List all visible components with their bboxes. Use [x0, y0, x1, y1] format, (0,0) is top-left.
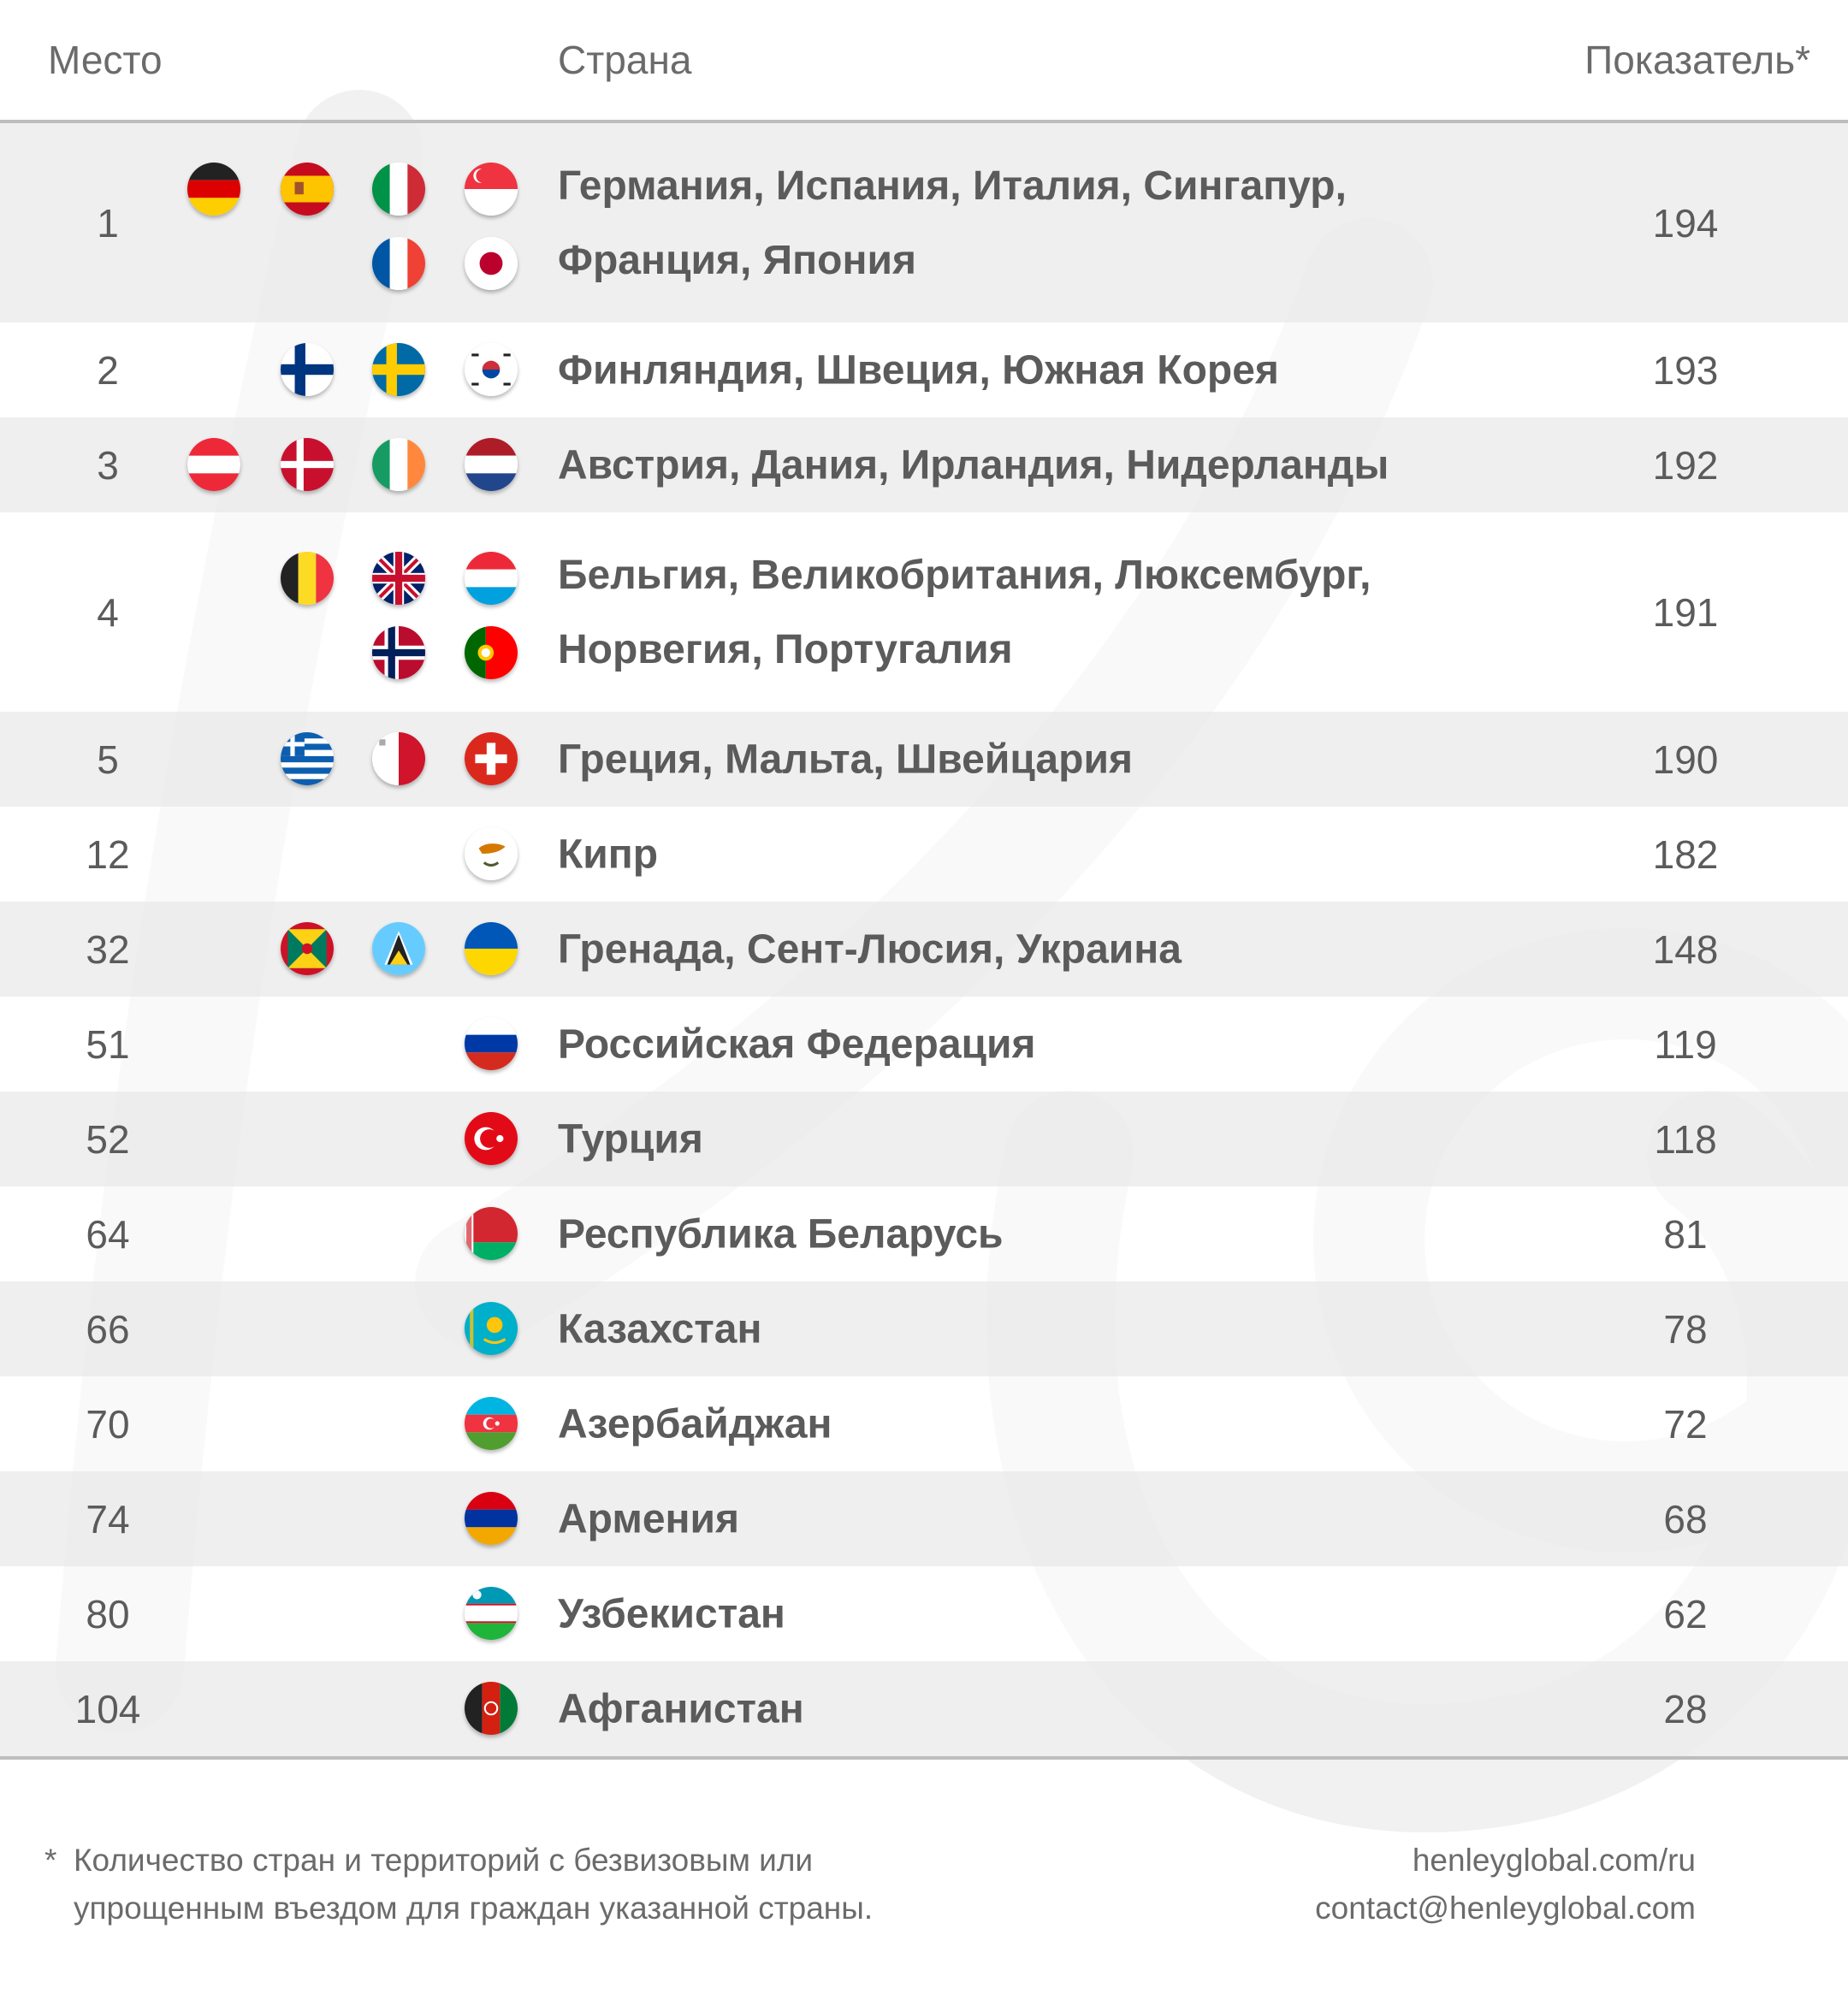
rank-cell: 2: [97, 347, 119, 393]
norway-flag-icon: [372, 626, 425, 679]
country-line: Афганистан: [558, 1686, 804, 1731]
score-cell: 191: [1652, 589, 1719, 635]
japan-flag-icon: [465, 237, 518, 290]
country-line: Австрия, Дания, Ирландия, Нидерланды: [558, 442, 1389, 488]
table-row: [0, 902, 1848, 997]
rank-cell: 5: [97, 737, 119, 782]
south-korea-flag-icon: [465, 343, 518, 396]
table-row: [0, 807, 1848, 902]
table-row: [0, 1186, 1848, 1281]
table-row: [0, 417, 1848, 512]
country-names: [558, 1482, 1413, 1556]
score-cell: 28: [1663, 1686, 1708, 1731]
contact-info: [1315, 1837, 1696, 1932]
switzerland-flag-icon: [465, 732, 518, 785]
score-cell: 81: [1663, 1211, 1708, 1257]
table-row: [0, 1661, 1848, 1756]
country-names: [558, 1387, 1413, 1461]
header-country: Страна: [558, 38, 692, 82]
score-cell: 190: [1652, 737, 1719, 782]
russia-flag-icon: [465, 1017, 518, 1070]
rank-cell: 32: [86, 926, 130, 972]
country-names: [558, 333, 1413, 407]
turkey-flag-icon: [465, 1112, 518, 1165]
finland-flag-icon: [281, 343, 334, 396]
luxembourg-flag-icon: [465, 552, 518, 605]
malta-flag-icon: [372, 732, 425, 785]
table-row: [0, 1566, 1848, 1661]
country-line: Финляндия, Швеция, Южная Корея: [558, 347, 1279, 393]
table-row: [0, 1376, 1848, 1471]
website-link[interactable]: henleyglobal.com/ru: [1412, 1843, 1696, 1878]
country-line: Республика Беларусь: [558, 1211, 1004, 1257]
country-line: Узбекистан: [558, 1591, 785, 1636]
table-row: [0, 997, 1848, 1092]
score-cell: 72: [1663, 1401, 1708, 1447]
rank-cell: 74: [86, 1496, 130, 1541]
sweden-flag-icon: [372, 343, 425, 396]
france-flag-icon: [372, 237, 425, 290]
table-row: [0, 712, 1848, 807]
ireland-flag-icon: [372, 438, 425, 491]
saint-lucia-flag-icon: [372, 922, 425, 975]
afghanistan-flag-icon: [465, 1682, 518, 1735]
greece-flag-icon: [281, 732, 334, 785]
country-names: [558, 428, 1413, 502]
uzbekistan-flag-icon: [465, 1587, 518, 1640]
country-names: [558, 538, 1413, 687]
country-names: [558, 1292, 1413, 1366]
email-link[interactable]: contact@henleyglobal.com: [1315, 1891, 1696, 1926]
table-row: [0, 322, 1848, 417]
grenada-flag-icon: [281, 922, 334, 975]
country-line: Германия, Испания, Италия, Сингапур,: [558, 163, 1347, 209]
spain-flag-icon: [281, 163, 334, 216]
rank-cell: 12: [86, 831, 130, 877]
country-line: Турция: [558, 1116, 703, 1162]
country-names: [558, 1197, 1413, 1271]
country-line: Армения: [558, 1496, 740, 1541]
rank-cell: 104: [74, 1686, 141, 1731]
country-names: [558, 1102, 1413, 1176]
country-line: Казахстан: [558, 1306, 762, 1352]
uk-flag-icon: [372, 552, 425, 605]
ukraine-flag-icon: [465, 922, 518, 975]
belarus-flag-icon: [465, 1207, 518, 1260]
country-names: [558, 722, 1413, 796]
rank-cell: 3: [97, 442, 119, 488]
rank-cell: 51: [86, 1021, 130, 1067]
rank-cell: 70: [86, 1401, 130, 1447]
score-cell: 68: [1663, 1496, 1708, 1541]
rank-cell: 64: [86, 1211, 130, 1257]
score-cell: 119: [1654, 1021, 1717, 1067]
singapore-flag-icon: [465, 163, 518, 216]
rank-cell: 1: [97, 200, 119, 246]
score-cell: 148: [1652, 926, 1719, 972]
cyprus-flag-icon: [465, 827, 518, 880]
header-rank: Место: [48, 38, 163, 82]
rank-cell: 80: [86, 1591, 130, 1636]
country-names: [558, 912, 1413, 986]
footer: [0, 1760, 1848, 1956]
score-cell: 194: [1652, 200, 1719, 246]
country-line: Бельгия, Великобритания, Люксембург,: [558, 552, 1371, 598]
italy-flag-icon: [372, 163, 425, 216]
footnote: [44, 1837, 874, 1932]
table-row: [0, 512, 1848, 712]
country-line: Российская Федерация: [558, 1021, 1036, 1067]
footnote-line: упрощенным въездом для граждан указанной страны.: [74, 1891, 874, 1926]
denmark-flag-icon: [281, 438, 334, 491]
score-cell: 118: [1654, 1116, 1717, 1162]
country-line: Норвегия, Португалия: [558, 626, 1013, 672]
country-line: Франция, Япония: [558, 237, 916, 283]
rank-cell: 52: [86, 1116, 130, 1162]
portugal-flag-icon: [465, 626, 518, 679]
score-cell: 193: [1652, 347, 1719, 393]
country-names: [558, 1007, 1413, 1081]
austria-flag-icon: [187, 438, 240, 491]
germany-flag-icon: [187, 163, 240, 216]
country-line: Греция, Мальта, Швейцария: [558, 737, 1133, 782]
kazakhstan-flag-icon: [465, 1302, 518, 1355]
country-names: [558, 817, 1413, 891]
country-line: Кипр: [558, 831, 659, 877]
score-cell: 182: [1652, 831, 1719, 877]
country-line: Азербайджан: [558, 1401, 832, 1447]
footnote-line: Количество стран и территорий с безвизовым или: [74, 1843, 814, 1878]
table-row: [0, 1281, 1848, 1376]
header-score: Показатель*: [1584, 38, 1810, 82]
country-line: Гренада, Сент-Люсия, Украина: [558, 926, 1182, 972]
score-cell: 78: [1663, 1306, 1708, 1352]
netherlands-flag-icon: [465, 438, 518, 491]
table-header: [0, 0, 1848, 123]
armenia-flag-icon: [465, 1492, 518, 1545]
footnote-star: *: [44, 1843, 57, 1878]
rank-cell: 4: [97, 589, 119, 635]
country-names: [558, 1577, 1413, 1651]
country-names: [558, 1672, 1413, 1746]
azerbaijan-flag-icon: [465, 1397, 518, 1450]
table-row: [0, 123, 1848, 322]
score-cell: 192: [1652, 442, 1719, 488]
belgium-flag-icon: [281, 552, 334, 605]
rank-cell: 66: [86, 1306, 130, 1352]
table-row: [0, 1471, 1848, 1566]
score-cell: 62: [1663, 1591, 1708, 1636]
table-row: [0, 1092, 1848, 1186]
country-names: [558, 149, 1413, 298]
